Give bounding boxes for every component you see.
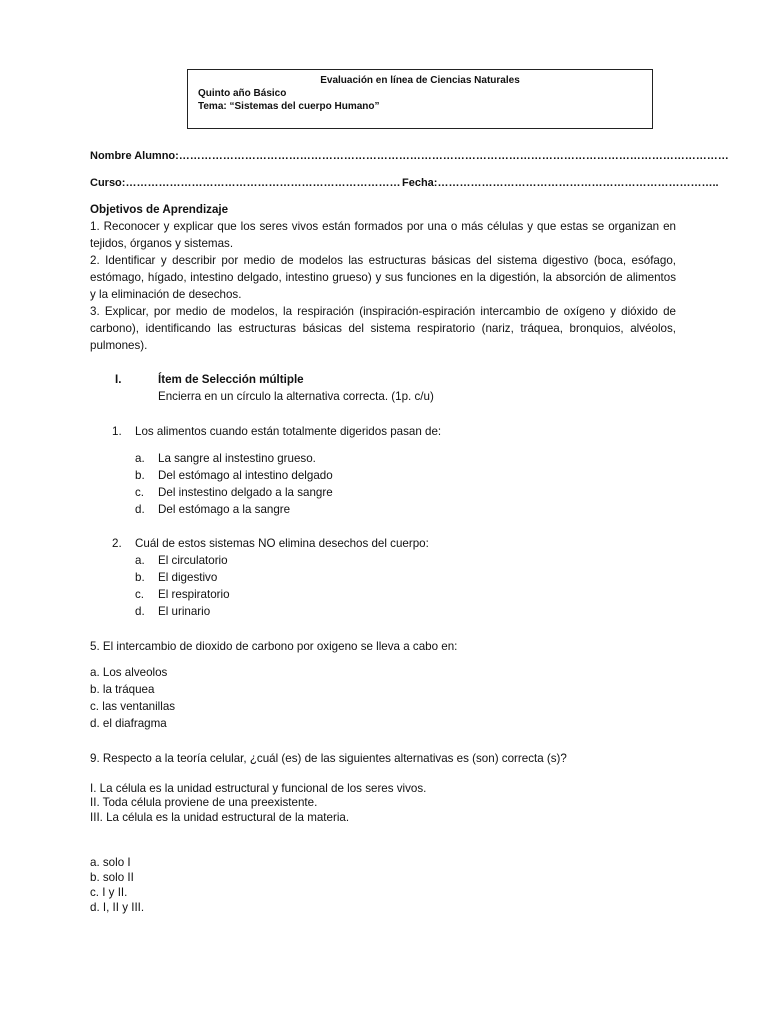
q1-option-d[interactable]: Del estómago a la sangre xyxy=(158,503,291,516)
q2-option-a[interactable]: El circulatorio xyxy=(158,554,228,567)
question-5-text: 5. El intercambio de dioxido de carbono por oxigeno se lleva a cabo en: xyxy=(90,640,458,653)
q1-option-letter: b. xyxy=(135,469,145,482)
q9-option-a[interactable]: a. solo I xyxy=(90,856,131,869)
q5-option-c[interactable]: c. las ventanillas xyxy=(90,700,176,713)
q2-option-d[interactable]: El urinario xyxy=(158,605,211,618)
student-name-field[interactable]: Nombre Alumno:…………………………………………………………………………………………………………………………………… xyxy=(90,150,729,162)
section-numeral: I. xyxy=(115,373,122,386)
header-box xyxy=(187,69,653,129)
q1-option-c[interactable]: Del instestino delgado a la sangre xyxy=(158,486,333,499)
topic-label: Tema: “Sistemas del cuerpo Humano” xyxy=(198,101,380,112)
objective-2: 2. Identificar y describir por medio de modelos las estructuras básicas del sistema digestivo (boca, esófago, estómago, hígado, intestino delgado, intestino grueso) y sus funciones en la digestión, la absorción de alimentos y la eliminación de desechos. xyxy=(90,254,676,301)
grade-label: Quinto año Básico xyxy=(198,88,287,99)
q1-option-letter: a. xyxy=(135,452,145,465)
q9-statement-3: III. La célula es la unidad estructural de la materia. xyxy=(90,811,350,824)
q2-option-c[interactable]: El respiratorio xyxy=(158,588,230,601)
q5-option-b[interactable]: b. la tráquea xyxy=(90,683,155,696)
q9-statement-1: I. La célula es la unidad estructural y funcional de los seres vivos. xyxy=(90,782,427,795)
question-1-text: Los alimentos cuando están totalmente digeridos pasan de: xyxy=(135,425,442,438)
q1-option-b[interactable]: Del estómago al intestino delgado xyxy=(158,469,333,482)
q2-option-letter: c. xyxy=(135,588,145,601)
q1-option-letter: c. xyxy=(135,486,145,499)
date-field[interactable]: Fecha:………………………………………………………………….. xyxy=(402,177,719,189)
question-1-number: 1. xyxy=(112,425,122,438)
q2-option-letter: d. xyxy=(135,605,145,618)
q5-option-a[interactable]: a. Los alveolos xyxy=(90,666,168,679)
question-2-number: 2. xyxy=(112,537,122,550)
objective-3: 3. Explicar, por medio de modelos, la respiración (inspiración-espiración intercambio de oxígeno y dióxido de carbono), identificando las estructuras básicas del sistema respiratorio (nariz, tráquea, bronquios, alvéolos, pulmones). xyxy=(90,305,676,352)
q9-option-b[interactable]: b. solo II xyxy=(90,871,134,884)
q9-option-c[interactable]: c. I y II. xyxy=(90,886,128,899)
q9-option-d[interactable]: d. I, II y III. xyxy=(90,901,145,914)
section-title: Ítem de Selección múltiple xyxy=(158,373,304,386)
course-field[interactable]: Curso:………………………………………………………………… xyxy=(90,177,401,189)
section-instruction: Encierra en un círculo la alternativa correcta. (1p. c/u) xyxy=(158,390,434,403)
objective-1: 1. Reconocer y explicar que los seres vivos están formados por una o más células y que estas se organizan en tejidos, órganos y sistemas. xyxy=(90,220,676,250)
question-2-text: Cuál de estos sistemas NO elimina desechos del cuerpo: xyxy=(135,537,429,550)
q5-option-d[interactable]: d. el diafragma xyxy=(90,717,167,730)
q2-option-letter: b. xyxy=(135,571,145,584)
q1-option-letter: d. xyxy=(135,503,145,516)
q2-option-letter: a. xyxy=(135,554,145,567)
q9-statement-2: II. Toda célula proviene de una preexistente. xyxy=(90,796,318,809)
q1-option-a[interactable]: La sangre al instestino grueso. xyxy=(158,452,316,465)
exam-title: Evaluación en línea de Ciencias Naturales xyxy=(320,75,520,86)
objectives-heading: Objetivos de Aprendizaje xyxy=(90,203,229,216)
question-9-text: 9. Respecto a la teoría celular, ¿cuál (es) de las siguientes alternativas es (son) correcta (s)? xyxy=(90,752,567,765)
q2-option-b[interactable]: El digestivo xyxy=(158,571,218,584)
